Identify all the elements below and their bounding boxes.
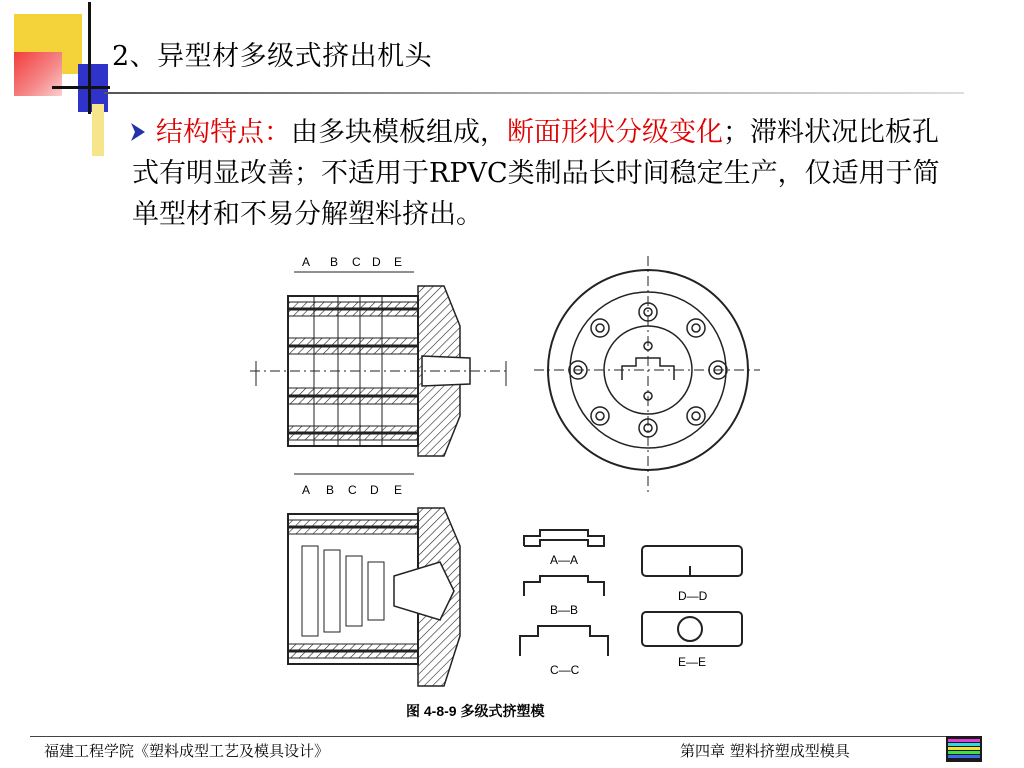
decor-yellow-strip [92, 104, 104, 156]
figure-caption: 图 4-8-9 多级式挤塑模 [406, 703, 545, 719]
mark-e-bottom: E [394, 483, 403, 497]
label-ee: E—E [678, 655, 707, 669]
section-marks-top [294, 255, 414, 272]
footer-logo-icon [946, 736, 982, 762]
title-underline [104, 92, 964, 94]
footer-divider [30, 736, 964, 737]
mark-d-bottom: D [370, 483, 379, 497]
mark-a-top: A [302, 255, 311, 269]
slide-title: 2、异型材多级式挤出机头 [112, 41, 433, 72]
decor-vertical-line [88, 2, 91, 114]
section-view-bottom [288, 508, 460, 686]
mark-d-top: D [372, 255, 381, 269]
mark-c-top: C [352, 255, 361, 269]
footer-course: 福建工程学院《塑料成型工艺及模具设计》 [44, 742, 330, 760]
arrow-bullet-icon [130, 122, 146, 142]
end-view [534, 256, 760, 494]
bullet-label: 结构特点： [156, 117, 291, 148]
label-dd: D—D [678, 589, 708, 603]
footer-chapter: 第四章 塑料挤塑成型模具 [680, 742, 850, 760]
mark-c-bottom: C [348, 483, 357, 497]
cross-sections [520, 530, 742, 677]
bullet-text-1: 由多块模板组成， [291, 117, 507, 148]
bullet-paragraph [132, 112, 964, 235]
decor-horizontal-line [52, 86, 110, 89]
bullet-text-2: ；滞料状况比板孔式有明显改善；不适用于RPVC类制品长时间稳定生产，仅适用于简单型材和不易分解塑料挤出。 [132, 117, 940, 230]
decor-red-block [14, 52, 62, 96]
label-bb: B—B [550, 603, 579, 617]
section-marks-bottom [294, 474, 414, 497]
label-cc: C—C [550, 663, 580, 677]
label-aa: A—A [550, 553, 579, 567]
die-figure [244, 246, 772, 730]
mark-b-bottom: B [326, 483, 335, 497]
mark-e-top: E [394, 255, 403, 269]
mark-b-top: B [330, 255, 339, 269]
bullet-highlight: 断面形状分级变化 [507, 117, 723, 148]
mark-a-bottom: A [302, 483, 311, 497]
section-view-top [250, 286, 510, 456]
die-drawing [244, 246, 772, 730]
